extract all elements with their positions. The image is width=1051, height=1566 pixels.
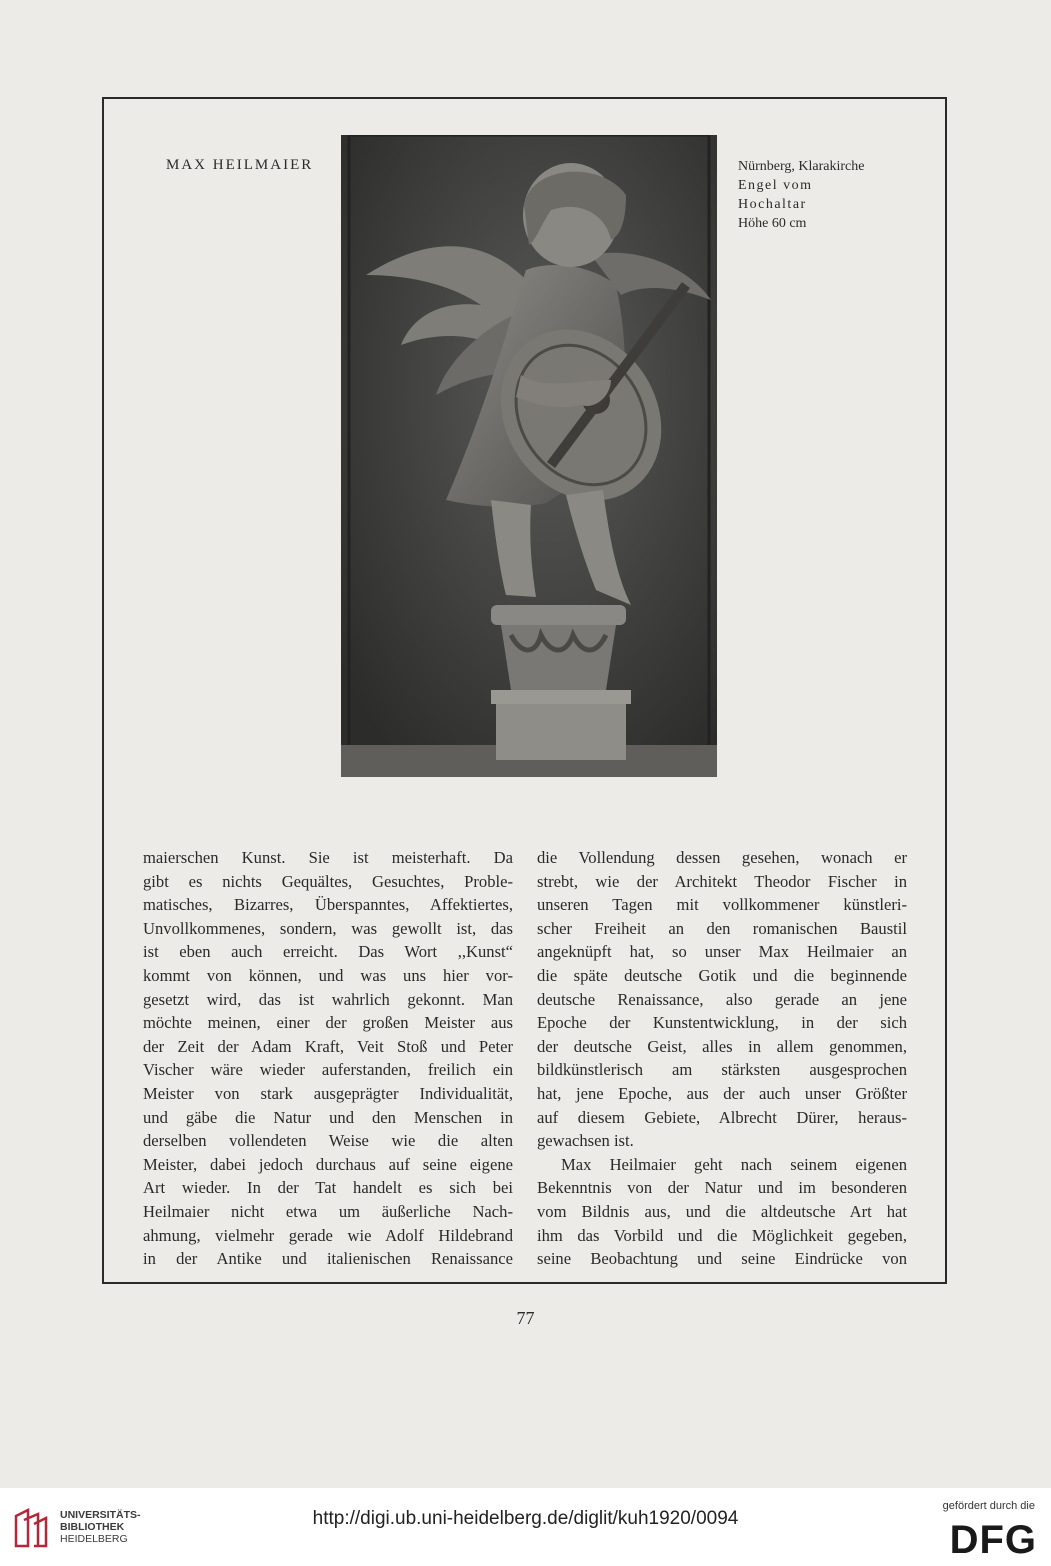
text-line: auf diesem Gebiete, Albrecht Dürer, heraus- — [537, 1107, 907, 1127]
text-line: seine Beobachtung und seine Eindrücke von — [537, 1249, 907, 1269]
text-line: gesetzt wird, das ist wahrlich gekonnt. Man — [143, 989, 513, 1009]
caption-height: Höhe 60 cm — [738, 216, 807, 231]
caption-title-1: Engel vom — [738, 178, 813, 193]
text-column-left — [143, 846, 513, 1271]
text-line: strebt, wie der Architekt Theodor Fischer in — [537, 871, 907, 891]
text-line: Meister, dabei jedoch durchaus auf seine eigene — [143, 1154, 513, 1174]
text-line: die Vollendung dessen gesehen, wonach er — [537, 848, 907, 867]
text-line: Epoche der Kunstentwicklung, in der sich — [537, 1013, 907, 1033]
text-line: der deutsche Geist, alles in allem genommen, — [537, 1036, 907, 1056]
text-line: der Zeit der Adam Kraft, Veit Stoß und Peter — [143, 1036, 513, 1056]
text-column-right — [537, 846, 907, 1271]
angel-sculpture-photo — [341, 135, 717, 777]
text-line: Heilmaier nicht etwa um äußerliche Nach- — [143, 1201, 513, 1221]
text-line: angeknüpft hat, so unser Max Heilmaier an — [537, 942, 907, 962]
text-line: Meister von stark ausgeprägter Individualität, — [143, 1083, 513, 1103]
text-line: hat, jene Epoche, aus der auch unser Größter — [537, 1083, 907, 1103]
plate-caption — [738, 157, 864, 233]
text-line: Art wieder. In der Tat handelt es sich bei — [143, 1178, 513, 1198]
text-line: die späte deutsche Gotik und die beginnende — [537, 965, 907, 985]
text-line: bildkünstlerisch am stärksten ausgesprochen — [537, 1060, 907, 1080]
text-line: und gäbe die Natur und den Menschen in — [143, 1107, 513, 1127]
text-line: unseren Tagen mit vollkommener künstleri- — [537, 895, 907, 915]
dfg-logo: DFG — [949, 1518, 1037, 1562]
funded-by-label: gefördert durch die — [942, 1500, 1035, 1512]
text-line: deutsche Renaissance, also gerade an jene — [537, 989, 907, 1009]
text-line: ahmung, vielmehr gerade wie Adolf Hildebrand — [143, 1225, 513, 1245]
source-url-link[interactable]: http://digi.ub.uni-heidelberg.de/diglit/kuh1920/0094 — [312, 1508, 739, 1529]
text-line: ihm das Vorbild und die Möglichkeit gegeben, — [537, 1225, 907, 1245]
text-line: gibt es nichts Gequältes, Gesuchtes, Proble- — [143, 871, 513, 891]
text-line: Vischer wäre wieder auferstanden, freilich ein — [143, 1060, 513, 1080]
text-line: matisches, Bizarres, Überspanntes, Affektiertes, — [143, 895, 513, 915]
text-line: derselben vollendeten Weise wie die alten — [143, 1131, 513, 1151]
text-line: vom Bildnis aus, und die altdeutsche Art hat — [537, 1201, 907, 1221]
caption-title-2: Hochaltar — [738, 197, 807, 212]
text-line: Max Heilmaier geht nach seinem eigenen — [561, 1154, 907, 1174]
library-name: UNIVERSITÄTS- BIBLIOTHEK HEIDELBERG — [60, 1509, 141, 1545]
artist-name: MAX HEILMAIER — [166, 157, 314, 173]
text-line: kommt von können, und was uns hier vor- — [143, 965, 513, 985]
text-line: Bekenntnis von der Natur und im besonderen — [537, 1178, 907, 1198]
text-line: gewachsen ist. — [537, 1131, 634, 1151]
text-line: in der Antike und italienischen Renaissance — [143, 1249, 513, 1269]
text-line: Unvollkommenes, sondern, was gewollt ist, das — [143, 918, 513, 938]
caption-location: Nürnberg, Klarakirche — [738, 159, 865, 174]
text-line: scher Freiheit an den romanischen Baustil — [537, 918, 907, 938]
text-line: maierschen Kunst. Sie ist meisterhaft. Da — [143, 848, 513, 867]
text-line: ist eben auch erreicht. Das Wort ,,Kunst“ — [143, 942, 513, 962]
page-number: 77 — [516, 1308, 535, 1328]
text-line: möchte meinen, einer der großen Meister aus — [143, 1013, 513, 1033]
